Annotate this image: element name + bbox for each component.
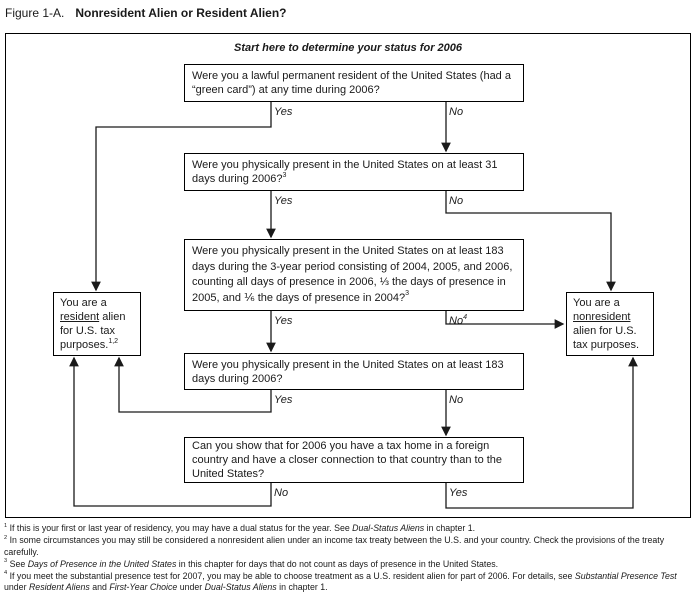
question-box-green-card [184, 64, 524, 102]
edge-label-q2-no: No [449, 195, 464, 207]
flowchart-canvas [5, 33, 691, 518]
result-box-nonresident-alien [566, 292, 654, 356]
edge-label-q5-no: No [274, 487, 289, 499]
footnote-3: $^3$ See Days of Presence in the United States in this chapter for days that do not count as days of presence in the United States. [4, 558, 499, 569]
edge-label-q2-yes: Yes [274, 195, 293, 207]
footnote-2: $^2$ In some circumstances you may still be considered a nonresident alien under an income tax treaty between the U.S. and your country. Check the provisions of the treaty carefully. [4, 534, 665, 557]
edge-label-q1-no: No [449, 106, 464, 118]
question-text: Can you show that for 2006 you have a tax home in a foreign country and have a closer connection to that country than to the United States? [192, 440, 503, 480]
question-text: Were you physically present in the United States on at least 31 days during 2006?$^3$ [192, 159, 498, 185]
result-text: You are a nonresident alien for U.S. tax purposes. [573, 297, 640, 351]
figure-title [5, 6, 287, 20]
edge-label-q4-yes: Yes [274, 394, 293, 406]
figure-heading: Nonresident Alien or Resident Alien? [75, 6, 287, 20]
question-box-present-183-days-3-year [184, 239, 524, 311]
question-box-present-31-days [184, 153, 524, 191]
question-text: Were you a lawful permanent resident of the United States (had a “green card”) at any time during 2006? [192, 70, 511, 96]
question-box-tax-home-closer-connection [184, 437, 524, 483]
result-text: You are a resident alien for U.S. tax purposes.$^{1,2}$ [60, 297, 126, 351]
edge-label-q3-no: No$^4$ [449, 313, 467, 327]
question-text: Were you physically present in the United States on at least 183 days during the 3-year period consisting of 2004, 2005, and 2006, counting all days of presence in 2006, ⅓ the days of presence in 2005, and ⅙ the days of presence in 2004?$^3$ [192, 245, 513, 304]
footnote-4: $^4$ If you meet the substantial presence test for 2007, you may be able to choose treatment as a U.S. resident alien for part of 2006. For details, see Substantial Presence Test under Resident Aliens and First-Year Choice under Dual-Status Aliens in chapter 1. [4, 570, 677, 592]
edge-label-q4-no: No [449, 394, 464, 406]
question-box-present-183-days-2006 [184, 353, 524, 390]
question-text: Were you physically present in the United States on at least 183 days during 2006? [192, 358, 504, 385]
edge-label-q3-yes: Yes [274, 315, 293, 327]
edge-label-q5-yes: Yes [449, 487, 468, 499]
edge-label-q1-yes: Yes [274, 106, 293, 118]
figure-number: Figure 1-A. [5, 6, 65, 20]
footnotes [4, 523, 695, 594]
start-here-label: Start here to determine your status for 2006 [233, 42, 462, 54]
footnote-1: $^1$ If this is your first or last year of residency, you may have a dual status for the year. See Dual-Status Aliens in chapter 1. [4, 522, 476, 533]
result-box-resident-alien [53, 292, 141, 356]
